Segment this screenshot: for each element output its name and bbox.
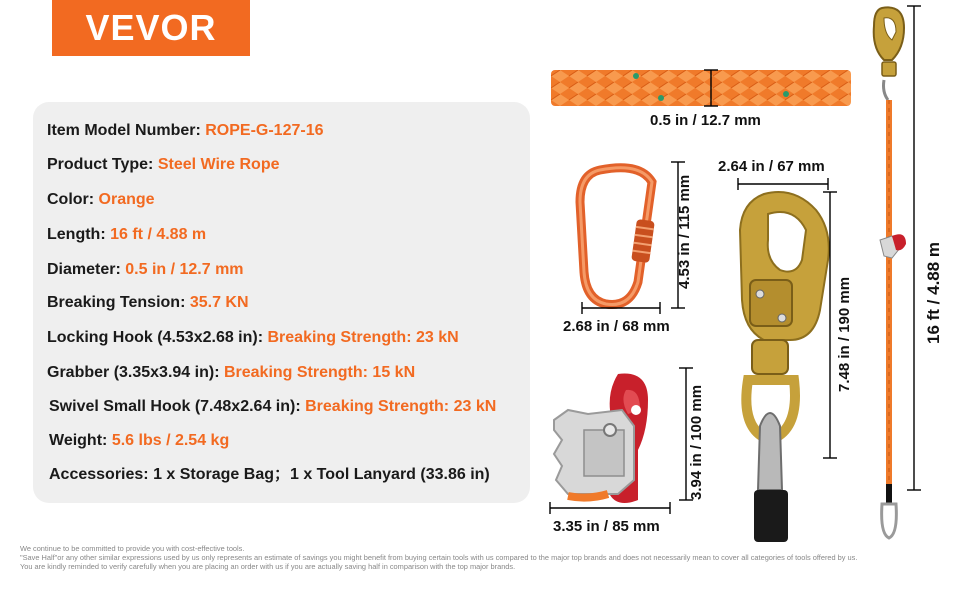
spec-value: 16 ft / 4.88 m — [110, 226, 207, 243]
disclaimer-line: You are kindly reminded to verify carefully when you are placing an order with us if you are actually saving half in comparison with the top major brands. — [20, 562, 516, 571]
rope-length-dimension-line — [904, 4, 924, 492]
disclaimer — [20, 544, 960, 571]
spec-weight — [49, 432, 229, 450]
spec-label: Locking Hook (4.53x2.68 in): — [47, 329, 268, 346]
grabber-height-label: 3.94 in / 100 mm — [688, 384, 705, 500]
spec-value: 0.5 in / 12.7 mm — [125, 261, 244, 278]
spec-label: Weight: — [49, 432, 112, 449]
spec-label: Product Type: — [47, 156, 158, 173]
spec-label: Color: — [47, 191, 99, 208]
disclaimer-line: "Save Half"or any other similar expressions used by us only represents an estimate of savings you might benefit from buying certain tools with us compared to the major top brands and does not necessarily mean to cover all categories of tools offered by us. — [20, 553, 858, 562]
spec-label: Accessories: 1 x Storage Bag；1 x Tool Lanyard (33.86 in) — [49, 466, 490, 483]
spec-value: 5.6 lbs / 2.54 kg — [111, 432, 230, 449]
spec-value: Orange — [98, 191, 155, 208]
spec-breaking-tension — [47, 294, 249, 312]
rope-diameter-dimension-line — [700, 68, 722, 108]
hook-height-label: 7.48 in / 190 mm — [836, 276, 853, 392]
spec-swivel-hook — [49, 398, 496, 416]
spec-value: 35.7 KN — [189, 294, 249, 311]
spec-accessories — [49, 461, 490, 484]
grabber-width-dimension-line — [548, 500, 672, 516]
spec-value: Breaking Strength: 23 kN — [305, 398, 497, 415]
hook-width-label: 2.64 in / 67 mm — [718, 158, 825, 175]
disclaimer-line: We continue to be committed to provide you with cost-effective tools. — [20, 544, 245, 553]
spec-label: Grabber (3.35x3.94 in): — [47, 364, 224, 381]
vevor-logo — [52, 0, 250, 56]
spec-label: Breaking Tension: — [47, 294, 190, 311]
carabiner-image — [570, 162, 670, 312]
logo-text: VEVOR — [85, 7, 217, 48]
spec-label: Item Model Number: — [47, 122, 206, 139]
spec-card — [33, 102, 530, 503]
spec-locking-hook — [47, 329, 459, 347]
spec-label: Length: — [47, 226, 111, 243]
grabber-width-label: 3.35 in / 85 mm — [553, 518, 660, 535]
rope-diameter-label: 0.5 in / 12.7 mm — [650, 112, 761, 129]
spec-type — [47, 156, 280, 174]
spec-label: Diameter: — [47, 261, 126, 278]
swivel-hook-image — [724, 190, 834, 542]
carabiner-height-label: 4.53 in / 115 mm — [676, 174, 693, 289]
spec-color — [47, 191, 155, 209]
rope-length-label: 16 ft / 4.88 m — [924, 241, 943, 344]
carabiner-width-dimension-line — [580, 300, 662, 316]
spec-value: Steel Wire Rope — [157, 156, 280, 173]
spec-model — [47, 122, 324, 140]
spec-label: Swivel Small Hook (7.48x2.64 in): — [49, 398, 306, 415]
spec-length — [47, 226, 206, 244]
grabber-image — [548, 370, 678, 510]
spec-diameter — [47, 261, 244, 279]
carabiner-width-label: 2.68 in / 68 mm — [563, 318, 670, 335]
spec-value: Breaking Strength: 23 kN — [267, 329, 459, 346]
spec-value: Breaking Strength: 15 kN — [223, 364, 416, 381]
spec-grabber — [47, 364, 415, 382]
spec-value: ROPE-G-127-16 — [205, 122, 324, 139]
